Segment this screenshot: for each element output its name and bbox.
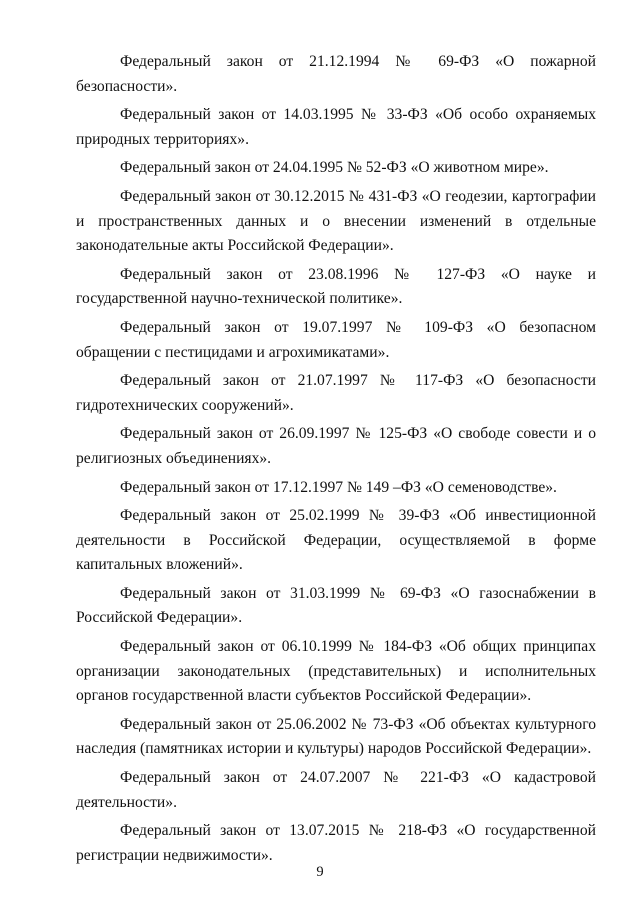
document-body xyxy=(76,50,596,872)
law-paragraph-14: Федеральный закон от 24.07.2007 № 221-ФЗ «О кадастровой деятельности». xyxy=(76,769,596,811)
law-paragraph-2: Федеральный закон от 14.03.1995 № 33-ФЗ «Об особо охраняемых природных территориях». xyxy=(76,106,596,148)
law-paragraph-10: Федеральный закон от 25.02.1999 № 39-ФЗ «Об инвестиционной деятельности в Российской Федерации, осуществляемой в форме капитальных вложений». xyxy=(76,507,596,574)
law-paragraph-7: Федеральный закон от 21.07.1997 № 117-ФЗ «О безопасности гидротехнических сооружений». xyxy=(76,372,596,414)
page-number: 9 xyxy=(316,864,324,880)
law-paragraph-4: Федеральный закон от 30.12.2015 № 431-ФЗ «О геодезии, картографии и пространственных данных и о внесении изменений в отдельные законодательные акты Российской Федерации». xyxy=(76,187,596,255)
law-paragraph-12: Федеральный закон от 06.10.1999 № 184-ФЗ «Об общих принципах организации законодательных (представительных) и исполнительных органов государственной власти субъектов Российской Федерации». xyxy=(76,638,596,705)
law-paragraph-9: Федеральный закон от 17.12.1997 № 149 –ФЗ «О семеноводстве». xyxy=(120,478,557,496)
law-paragraph-13: Федеральный закон от 25.06.2002 № 73-ФЗ «Об объектах культурного наследия (памятниках истории и культуры) народов Российской Федерации». xyxy=(76,715,596,758)
law-paragraph-6: Федеральный закон от 19.07.1997 № 109-ФЗ «О безопасном обращении с пестицидами и агрохимикатами». xyxy=(76,318,596,361)
law-paragraph-1: Федеральный закон от 21.12.1994 № 69-ФЗ «О пожарной безопасности». xyxy=(76,53,596,95)
law-paragraph-5: Федеральный закон от 23.08.1996 № 127-ФЗ «О науке и государственной научно-технической политике». xyxy=(76,265,596,308)
law-paragraph-11: Федеральный закон от 31.03.1999 № 69-ФЗ «О газоснабжении в Российской Федерации». xyxy=(76,584,596,627)
law-paragraph-3: Федеральный закон от 24.04.1995 № 52-ФЗ «О животном мире». xyxy=(120,159,549,177)
law-paragraph-15: Федеральный закон от 13.07.2015 № 218-ФЗ «О государственной регистрации недвижимости». xyxy=(76,822,596,864)
law-paragraph-8: Федеральный закон от 26.09.1997 № 125-ФЗ «О свободе совести и о религиозных объединениях». xyxy=(76,425,596,467)
